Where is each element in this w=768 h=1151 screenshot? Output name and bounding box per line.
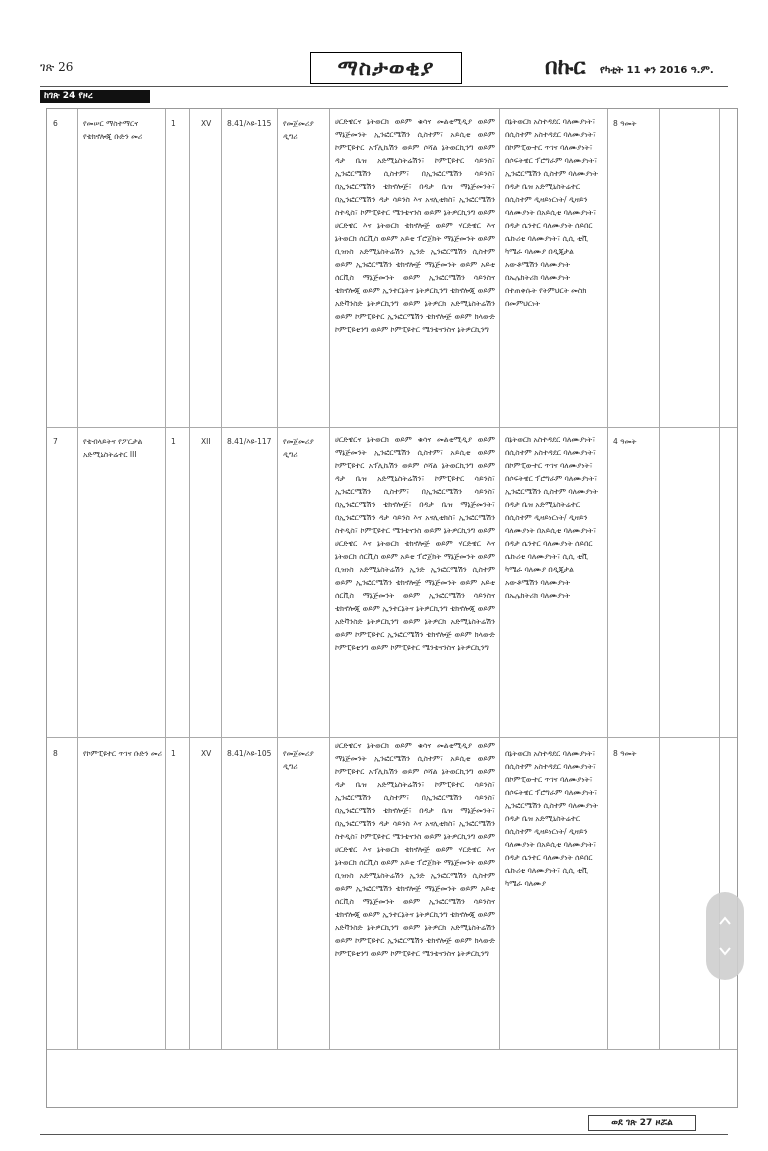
row-number: 8 <box>53 749 58 758</box>
required-experience: በኔትወርክ አስተዳደር ባለሙያነት፣ በሲስተም አስተዳደር ባለሙያነት፣ በኮምፒውተር ጥገና ባለሙያነት፣ በሶፍትዌር ፕሮግራም ባለሙያነት፣ ኢንፎርሜሽን ሲስተም ባለሙያነት በዳታ ቤዝ አድሚኒስትሬተር በሲስተም ዲዛይነርነት/ ዲዛይን ባለሙያነት በአይሲቲ ባለሙያነት፣ በዳታ ሴንተር ባለሙያነት ሰይበር ሴኩሪቲ ባለሙያነት፣ ሲሲ ቲቪ ካሜራ ባለሙያ በዲጂታል አውቶሜሽን ባለሙያነት በኤሌክትሪክ ባለሙያነት በተጠቀሱት የትምህርት መስክ በመምህርነት <box>505 117 598 308</box>
vacancy-table <box>46 108 738 1108</box>
table-row <box>47 737 737 1049</box>
grade: XII <box>201 437 211 446</box>
qualification-level: የመጀመሪያ ዲግሪ <box>283 119 314 141</box>
section-masthead: ማስታወቂያ <box>310 52 462 84</box>
table-row <box>47 427 737 737</box>
footer-rule <box>40 1134 728 1135</box>
continued-on-label: ወደ ገጽ 27 ዞሯል <box>588 1115 696 1131</box>
chevron-down-icon[interactable] <box>718 944 732 958</box>
table-row <box>47 109 737 427</box>
required-experience: በኔትወርክ አስተዳደር ባለሙያነት፣ በሲስተም አስተዳደር ባለሙያነት፣ በኮምፒውተር ጥገና ባለሙያነት፣ በሶፍትዌር ፕሮግራም ባለሙያነት፣ ኢንፎርሜሽን ሲስተም ባለሙያነት በዳታ ቤዝ አድሚኒስትሬተር በሲስተም ዲዛይነርነት/ ዲዛይን ባለሙያነት በአይሲቲ ባለሙያነት፣ በዳታ ሴንተር ባለሙያነት ሰይበር ሴኩሪቲ ባለሙያነት፣ ሲሲ ቲቪ ካሜራ ባለሙያ በዲጂታል አውቶሜሽን ባለሙያነት በኤሌክትሪክ ባለሙያነት <box>505 435 598 600</box>
experience-years: 4 ዓመት <box>613 437 637 446</box>
page-number: ገጽ 26 <box>40 60 74 74</box>
job-code: 8.41/እዩ-105 <box>227 749 272 758</box>
quantity: 1 <box>171 749 176 758</box>
page-scroll-control[interactable] <box>706 892 744 980</box>
row-number: 7 <box>53 437 58 446</box>
experience-years: 8 ዓመት <box>613 119 637 128</box>
field-of-study: ሀርድዌርና ኔትወርክ ወይም ቁሳና መልቲሚዲያ ወይም ማኔጅመንት ኢንፎርሜሽን ሲስተም፣ አይሲቲ ወይም ኮምፒዩተር አፕሊኬሽን ወይም ሶሻል ኔትወርኪንግ ወይም ዳታ ቤዝ አድሚኒስትሬሽን፣ ኮምፒዩተር ሳይንስ፣ ኢንፎርሜሽን ሲስተም፣ በኢንፎርሜሽን ሳይንስ፣ በኢንፎርሜሽን ቴክኖሎጅ፣ በዳታ ቤዝ ማኔጅመንት፣ በኢንፎርሜሽን ዳታ ሳይንስ እና አናሊቲክስ፣ ኢንፎርሜሽን ስተዲስ፣ ኮምፒዩተር ሜንቴናንስ ወይም ኔትዎርኪንግ ወይም ሀርድዌር እና ኔትወርክ ቴክኖሎጅ ወይም ሃርድዌር እና ኔትወርክ ሰርቪስ ወይም አይቲ ፕሮጀክት ማኔጅመንት ወይም ቢዝነስ አድሚኒስትሬሽን ኢንድ ኢንፎርሜሽን ሲስተም ወይም ኢንፎርሜሽን ቴክኖሎጅ ማኔጅመንት ወይም አይቲ ሰርቪስ ማኔጅመንት ወይም ኢንፎርሜሽን ሳይንስና ቴክኖሎጂ ወይም ኢንተርኔትና ኔትዎርኪንግ ቴክኖሎጂ ወይም አድቫንስድ ኔትዎርኪንግ ወይም ኔትዎርክ አድሚኒስትሬሽን ወይም ኮምፒዩተር ኢንፎርሜሽን ቴክኖሎጅ ወይም ክላውድ ኮምፒዩቲንግ ወይም ኮምፒዩተር ሜንቴናንስና ኔትዎርኪንግ <box>335 741 495 958</box>
row-number: 6 <box>53 119 58 128</box>
required-experience: በኔትወርክ አስተዳደር ባለሙያነት፣ በሲስተም አስተዳደር ባለሙያነት፣ በኮምፒውተር ጥገና ባለሙያነት፣ በሶፍትዌር ፕሮግራም ባለሙያነት፣ ኢንፎርሜሽን ሲስተም ባለሙያነት በዳታ ቤዝ አድሚኒስትሬተር በሲስተም ዲዛይነርነት/ ዲዛይን ባለሙያነት በአይሲቲ ባለሙያነት፣ በዳታ ሴንተር ባለሙያነት ሰይበር ሴኩሪቲ ባለሙያነት፣ ሲሲ ቲቪ ካሜራ ባለሙያ <box>505 749 598 888</box>
job-title: የመሠር ማስተማርና የቴክኖሎጂ ቡድን መሪ <box>83 119 143 141</box>
field-of-study: ሀርድዌርና ኔትወርክ ወይም ቁሳና መልቲሚዲያ ወይም ማኔጅመንት ኢንፎርሜሽን ሲስተም፣ አይሲቲ ወይም ኮምፒዩተር አፕሊኬሽን ወይም ሶሻል ኔትወርኪንግ ወይም ዳታ ቤዝ አድሚኒስትሬሽን፣ ኮምፒዩተር ሳይንስ፣ ኢንፎርሜሽን ሲስተም፣ በኢንፎርሜሽን ሳይንስ፣ በኢንፎርሜሽን ቴክኖሎጅ፣ በዳታ ቤዝ ማኔጅመንት፣ በኢንፎርሜሽን ዳታ ሳይንስ እና አናሊቲክስ፣ ኢንፎርሜሽን ስተዲስ፣ ኮምፒዩተር ሜንቴናንስ ወይም ኔትዎርኪንግ ወይም ሀርድዌር እና ኔትወርክ ቴክኖሎጅ ወይም ሃርድዌር እና ኔትወርክ ሰርቪስ ወይም አይቲ ፕሮጀክት ማኔጅመንት ወይም ቢዝነስ አድሚኒስትሬሽን ኢንድ ኢንፎርሜሽን ሲስተም ወይም ኢንፎርሜሽን ቴክኖሎጅ ማኔጅመንት ወይም አይቲ ሰርቪስ ማኔጅመንት ወይም ኢንፎርሜሽን ሳይንስና ቴክኖሎጂ ወይም ኢንተርኔትና ኔትዎርኪንግ ቴክኖሎጂ ወይም አድቫንስድ ኔትዎርኪንግ ወይም ኔትዎርክ አድሚኒስትሬሽን ወይም ኮምፒዩተር ኢንፎርሜሽን ቴክኖሎጅ ወይም ክላውድ ኮምፒዩቲንግ ወይም ኮምፒዩተር ሜንቴናንስና ኔትዎርኪንግ <box>335 117 495 334</box>
row-divider <box>47 1049 737 1050</box>
header-rule <box>40 86 728 87</box>
job-code: 8.41/እዩ-115 <box>227 119 272 128</box>
experience-years: 8 ዓመት <box>613 749 637 758</box>
page-header <box>0 0 768 100</box>
job-title: የቴብላይትና የፖርታል አድሚኒስትሬተር III <box>83 437 143 459</box>
issue-date: የካቲት 11 ቀን 2016 ዓ.ም. <box>600 65 714 76</box>
job-code: 8.41/እዩ-117 <box>227 437 272 446</box>
quantity: 1 <box>171 437 176 446</box>
continued-from-label: ከገጽ 24 የዞረ <box>40 90 150 103</box>
quantity: 1 <box>171 119 176 128</box>
qualification-level: የመጀመሪያ ዲግሪ <box>283 749 314 771</box>
field-of-study: ሀርድዌርና ኔትወርክ ወይም ቁሳና መልቲሚዲያ ወይም ማኔጅመንት ኢንፎርሜሽን ሲስተም፣ አይሲቲ ወይም ኮምፒዩተር አፕሊኬሽን ወይም ሶሻል ኔትወርኪንግ ወይም ዳታ ቤዝ አድሚኒስትሬሽን፣ ኮምፒዩተር ሳይንስ፣ ኢንፎርሜሽን ሲስተም፣ በኢንፎርሜሽን ሳይንስ፣ በኢንፎርሜሽን ቴክኖሎጅ፣ በዳታ ቤዝ ማኔጅመንት፣ በኢንፎርሜሽን ዳታ ሳይንስ እና አናሊቲክስ፣ ኢንፎርሜሽን ስተዲስ፣ ኮምፒዩተር ሜንቴናንስ ወይም ኔትዎርኪንግ ወይም ሀርድዌር እና ኔትወርክ ቴክኖሎጅ ወይም ሃርድዌር እና ኔትወርክ ሰርቪስ ወይም አይቲ ፕሮጀክት ማኔጅመንት ወይም ቢዝነስ አድሚኒስትሬሽን ኢንድ ኢንፎርሜሽን ሲስተም ወይም ኢንፎርሜሽን ቴክኖሎጅ ማኔጅመንት ወይም አይቲ ሰርቪስ ማኔጅመንት ወይም ኢንፎርሜሽን ሳይንስና ቴክኖሎጂ ወይም ኢንተርኔትና ኔትዎርኪንግ ቴክኖሎጂ ወይም አድቫንስድ ኔትዎርኪንግ ወይም ኔትዎርክ አድሚኒስትሬሽን ወይም ኮምፒዩተር ኢንፎርሜሽን ቴክኖሎጅ ወይም ክላውድ ኮምፒዩቲንግ ወይም ኮምፒዩተር ሜንቴናንስና ኔትዎርኪንግ <box>335 435 495 652</box>
newspaper-name: በኩር <box>545 55 586 80</box>
job-title: የኮምፒዩተር ጥገና ቡድን መሪ <box>83 749 163 758</box>
grade: XV <box>201 119 212 128</box>
qualification-level: የመጀመሪያ ዲግሪ <box>283 437 314 459</box>
chevron-up-icon[interactable] <box>718 914 732 928</box>
grade: XV <box>201 749 212 758</box>
